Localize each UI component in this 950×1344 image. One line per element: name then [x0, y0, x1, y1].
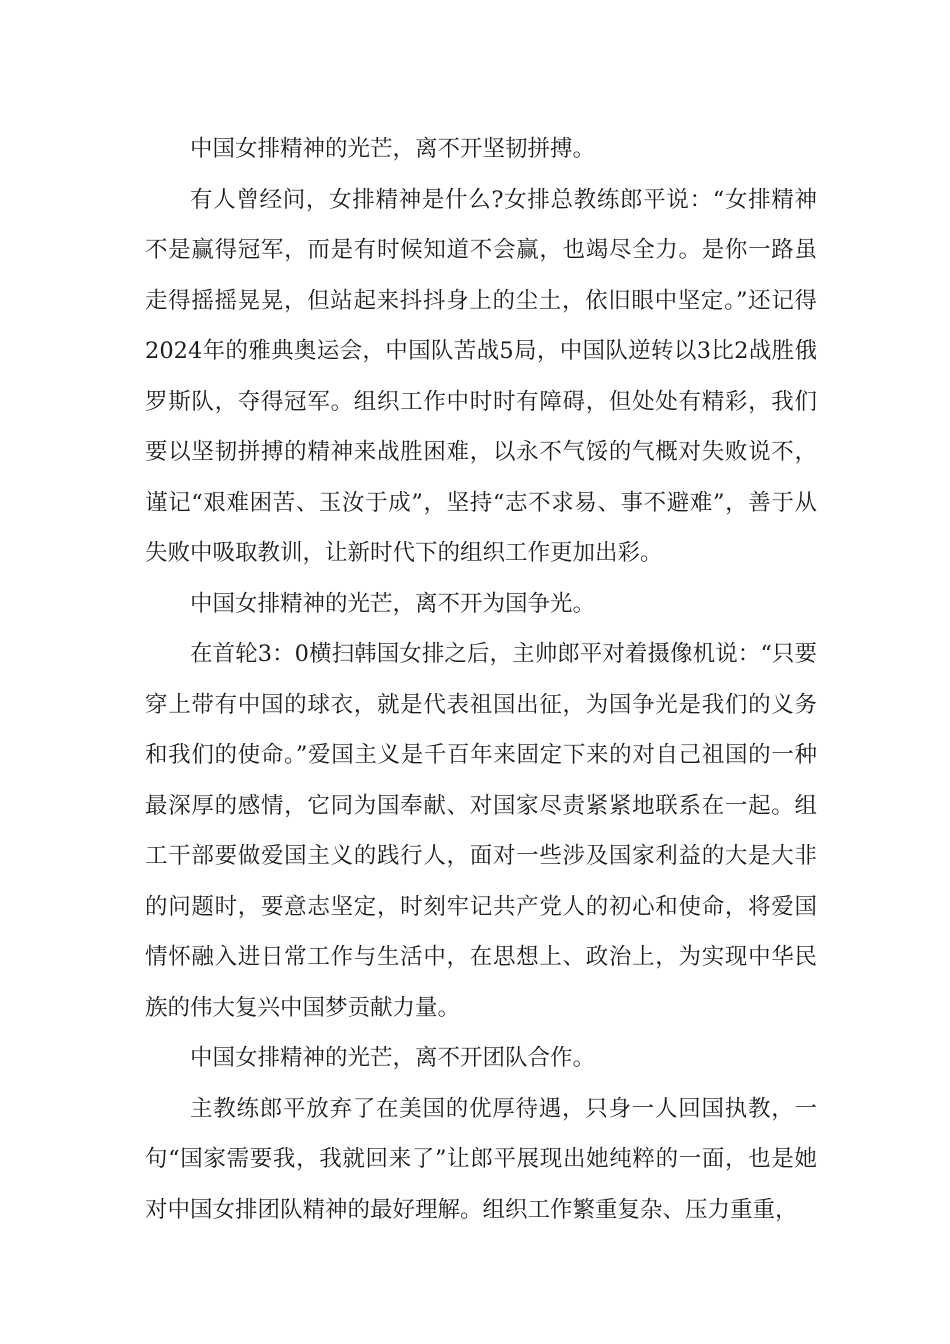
section-heading-perseverance: 中国女排精神的光芒，离不开坚韧拼搏。: [190, 136, 596, 162]
document-body: [145, 124, 817, 1235]
body-paragraph: 在首轮3：0横扫韩国女排之后，主帅郎平对着摄像机说：“只要穿上带有中国的球衣，就是代表祖国出征，为国争光是我们的义务和我们的使命。”爱国主义是千百年来固定下来的对自己祖国的一种最深厚的感情，它同为国奉献、对国家尽责紧紧地联系在一起。组工干部要做爱国主义的践行人，面对一些涉及国家利益的大是大非的问题时，要意志坚定，时刻牢记共产党人的初心和使命，将爱国情怀融入进日常工作与生活中，在思想上、政治上，为实现中华民族的伟大复兴中国梦贡献力量。: [145, 641, 817, 1021]
body-paragraph: 有人曾经问，女排精神是什么?女排总教练郎平说：“女排精神不是赢得冠军，而是有时候知道不会赢，也竭尽全力。是你一路虽走得摇摇晃晃，但站起来抖抖身上的尘土，依旧眼中坚定。”还记得2024年的雅典奥运会，中国队苦战5局，中国队逆转以3比2战胜俄罗斯队，夺得冠军。组织工作中时时有障碍，但处处有精彩，我们要以坚韧拼搏的精神来战胜困难，以永不气馁的气概对失败说不，谨记“艰难困苦、玉汝于成”，坚持“志不求易、事不避难”，善于从失败中吸取教训，让新时代下的组织工作更加出彩。: [145, 186, 817, 566]
body-paragraph: 主教练郎平放弃了在美国的优厚待遇，只身一人回国执教，一句“国家需要我，我就回来了”让郎平展现出她纯粹的一面，也是她对中国女排团队精神的最好理解。组织工作繁重复杂、压力重重，: [145, 1095, 817, 1223]
section-heading-patriotism: 中国女排精神的光芒，离不开为国争光。: [190, 590, 596, 617]
section-heading-teamwork: 中国女排精神的光芒，离不开团队合作。: [190, 1045, 596, 1071]
